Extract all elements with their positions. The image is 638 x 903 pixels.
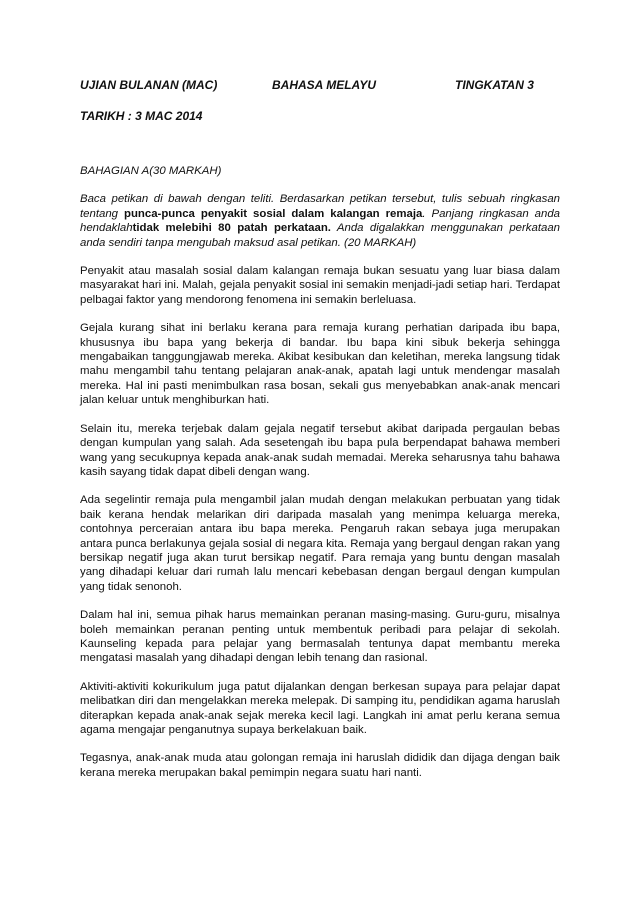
instructions-paragraph bbox=[80, 192, 560, 250]
instructions-topic: punca-punca penyakit sosial dalam kalangan remaja bbox=[124, 207, 423, 220]
passage-paragraph: Aktiviti-aktiviti kokurikulum juga patut dijalankan dengan berkesan supaya para pelajar dapat melibatkan diri dan mengelakkan mereka melepak. Di samping itu, pendidikan agama haruslah diterapkan kepada anak-anak sejak mereka kecil lagi. Langkah ini amat perlu kerana semua agama mengajar penganutnya supaya berkelakuan baik. bbox=[80, 680, 560, 736]
instructions-text-3: Anda digalakkan menggunakan perkataan anda sendiri tanpa mengubah maksud asal petikan. (20 MARKAH) bbox=[80, 222, 560, 249]
exam-header bbox=[80, 78, 560, 94]
instructions-word-limit: tidak melebihi 80 patah perkataan. bbox=[132, 222, 331, 235]
passage-paragraph: Ada segelintir remaja pula mengambil jalan mudah dengan melakukan perbuatan yang tidak baik kerana hendak melarikan diri daripada masalah yang menimpa keluarga mereka, contohnya perceraian antara ibu bapa mereka. Pengaruh rakan sebaya juga merupakan antara punca berlakunya gejala sosial di negara kita. Remaja yang bergaul dengan rakan yang bersikap negatif juga akan turut bersikap negatif. Para remaja yang buntu dengan masalah yang dihadapi keluar dari rumah lalu mencari kebebasan dengan bergaul dengan kumpulan yang tidak senonoh. bbox=[80, 494, 560, 593]
instructions-text-2: . Panjang ringkasan anda hendaklah bbox=[80, 207, 560, 235]
passage-paragraph: Dalam hal ini, semua pihak harus memainkan peranan masing-masing. Guru-guru, misalnya boleh memainkan peranan penting untuk membentuk peribadi para pelajar di sekolah. Kaunseling kepada para pelajar yang bermasalah tentunya dapat membantu mereka mengatasi masalah yang dihadapi dengan lebih tenang dan rasional. bbox=[80, 609, 560, 665]
passage-paragraph: Selain itu, mereka terjebak dalam gejala negatif tersebut akibat daripada pergaulan bebas dengan kumpulan yang salah. Ada sesetengah ibu bapa pula berpendapat bahawa memberi wang yang secukupnya kepada anak-anak sudah memadai. Mereka seharusnya tahu bahawa kasih sayang tidak dapat dibeli dengan wang. bbox=[80, 422, 560, 478]
exam-title: UJIAN BULANAN (MAC) bbox=[80, 78, 218, 92]
form-level: TINGKATAN 3 bbox=[455, 78, 534, 92]
exam-date: TARIKH : 3 MAC 2014 bbox=[80, 109, 203, 123]
passage-paragraph: Penyakit atau masalah sosial dalam kalangan remaja bukan sesuatu yang luar biasa dalam masyarakat hari ini. Malah, gejala penyakit sosial ini semakin menjadi-jadi setiap hari. Terdapat pelbagai faktor yang mendorong fenomena ini semakin berleluasa. bbox=[80, 265, 560, 306]
passage-paragraph: Tegasnya, anak-anak muda atau golongan remaja ini haruslah dididik dan dijaga dengan baik kerana mereka merupakan bakal pemimpin negara suatu hari nanti. bbox=[80, 752, 560, 779]
passage-paragraph: Gejala kurang sihat ini berlaku kerana para remaja kurang perhatian daripada ibu bapa, khususnya ibu bapa yang bekerja di bandar. Ibu bapa kini sibuk bekerja sehingga mengabaikan tanggungjawab mereka. Akibat kesibukan dan keletihan, mereka langsung tidak mahu mengambil tahu tentang pelajaran anak-anak, apatah lagi untuk mendengar masalah mereka. Hal ini pasti menimbulkan rasa bosan, sekali gus menyebabkan anak-anak mencari jalan keluar untuk menghiburkan hati. bbox=[80, 322, 560, 407]
section-heading: BAHAGIAN A(30 MARKAH) bbox=[80, 165, 222, 177]
document-body bbox=[80, 164, 560, 794]
subject-title: BAHASA MELAYU bbox=[272, 78, 376, 92]
instructions-text-1: Baca petikan di bawah dengan teliti. Berdasarkan petikan tersebut, tulis sebuah ringkasan tentang bbox=[80, 193, 560, 220]
